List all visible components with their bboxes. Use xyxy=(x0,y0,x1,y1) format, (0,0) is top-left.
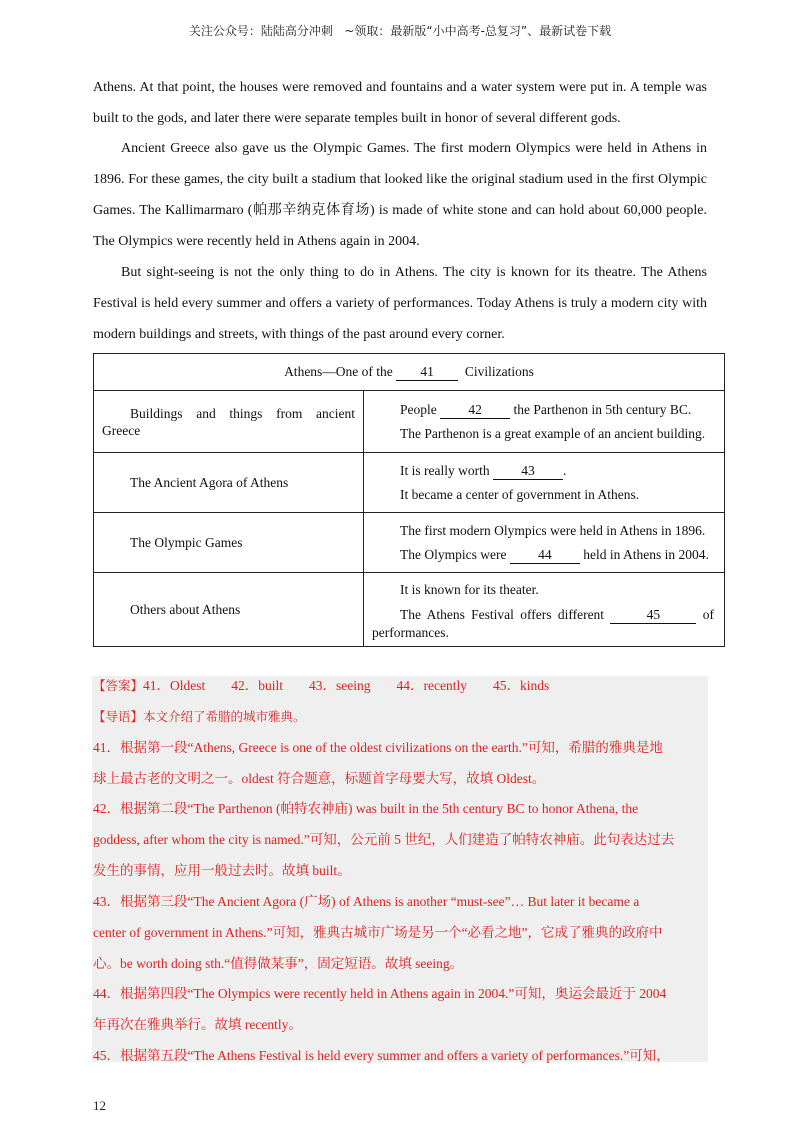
explanation-line: 年再次在雅典举行。故填 recently。 xyxy=(93,1017,302,1032)
row-content: People 42 the Parthenon in 5th century BC. The Parthenon is a great example of an ancient building. xyxy=(364,391,725,453)
row-content: It is really worth 43 . It became a center of government in Athens. xyxy=(364,453,725,513)
row-content: It is known for its theater. The Athens Festival offers different 45 of performances. xyxy=(364,573,725,647)
explanation-line: 心。be worth doing sth.“值得做某事”，固定短语。故填 seeing。 xyxy=(93,956,464,971)
blank-42: 42 xyxy=(440,402,510,419)
header-right-text: ~领取：最新版“小中高考-总复习”、最新试卷下载 xyxy=(344,24,612,38)
paragraph-2: Ancient Greece also gave us the Olympic Games. The first modern Olympics were held in Athens in 1896. For these games, the city built a stadium that looked like the original stadium used in the first Olympic Games. The Kallimarmaro (帕那辛纳克体育场) is made of white stone and can hold about 60,000 people. The Olympics were recently held in Athens again in 2004. xyxy=(93,141,707,249)
summary-table xyxy=(93,353,725,647)
explanation-line: 44．根据第四段“The Olympics were recently held in Athens again in 2004.”可知，奥运会最近于 2004 xyxy=(93,986,667,1001)
paragraph-3: But sight-seeing is not the only thing to do in Athens. The city is known for its theatre. The Athens Festival is held every summer and offers a variety of performances. Today Athens is truly a modern city with modern buildings and streets, with things of the past around every corner. xyxy=(93,265,707,342)
row-content: The first modern Olympics were held in Athens in 1896. The Olympics were 44 held in Athens in 2004. xyxy=(364,513,725,573)
explanation-line: 发生的事情，应用一般过去时。故填 built。 xyxy=(93,863,351,878)
blank-41: 41 xyxy=(396,364,458,381)
explanation-line: 球上最古老的文明之一。oldest 符合题意，标题首字母要大写，故填 Oldest。 xyxy=(93,771,546,786)
header-left-text: 关注公众号：陆陆高分冲刺 xyxy=(188,24,333,38)
table-row xyxy=(94,573,725,647)
explanation-line: 43．根据第三段“The Ancient Agora (广场) of Athens is another “must-see”… But later it became a xyxy=(93,894,640,909)
table-row xyxy=(94,391,725,453)
blank-44: 44 xyxy=(510,547,580,564)
table-row xyxy=(94,453,725,513)
table-title: Athens—One of the 41 Civilizations xyxy=(94,354,725,391)
row-label: Buildings and things from ancient Greece xyxy=(94,391,364,453)
explanation-line: 45．根据第五段“The Athens Festival is held every summer and offers a variety of performances.”可知， xyxy=(93,1048,670,1063)
row-label: The Olympic Games xyxy=(94,513,364,573)
explanation-line: 41．根据第一段“Athens, Greece is one of the oldest civilizations on the earth.”可知，希腊的雅典是地 xyxy=(93,740,663,755)
page-header xyxy=(0,22,800,39)
guide-line: 【导语】本文介绍了希腊的城市雅典。 xyxy=(93,709,306,724)
page-number: 12 xyxy=(93,1098,106,1113)
answer-key-line: 【答案】41．Oldest 42．built 43．seeing 44．recently 45．kinds xyxy=(93,678,550,693)
paragraph-1: Athens. At that point, the houses were removed and fountains and a water system were put in. A temple was built to the gods, and later there were separate temples built in honor of several different gods. xyxy=(93,80,707,126)
row-label: Others about Athens xyxy=(94,573,364,647)
explanation-line: 42．根据第二段“The Parthenon (帕特农神庙) was built in the 5th century BC to honor Athena, the xyxy=(93,801,639,816)
blank-45: 45 xyxy=(610,607,696,624)
explanation-line: center of government in Athens.”可知，雅典古城市广场是另一个“必看之地”，它成了雅典的政府中 xyxy=(93,925,663,940)
blank-43: 43 xyxy=(493,463,563,480)
row-label: The Ancient Agora of Athens xyxy=(94,453,364,513)
explanation-line: goddess, after whom the city is named.”可知，公元前 5 世纪，人们建造了帕特农神庙。此句表达过去 xyxy=(93,832,675,847)
table-row xyxy=(94,513,725,573)
